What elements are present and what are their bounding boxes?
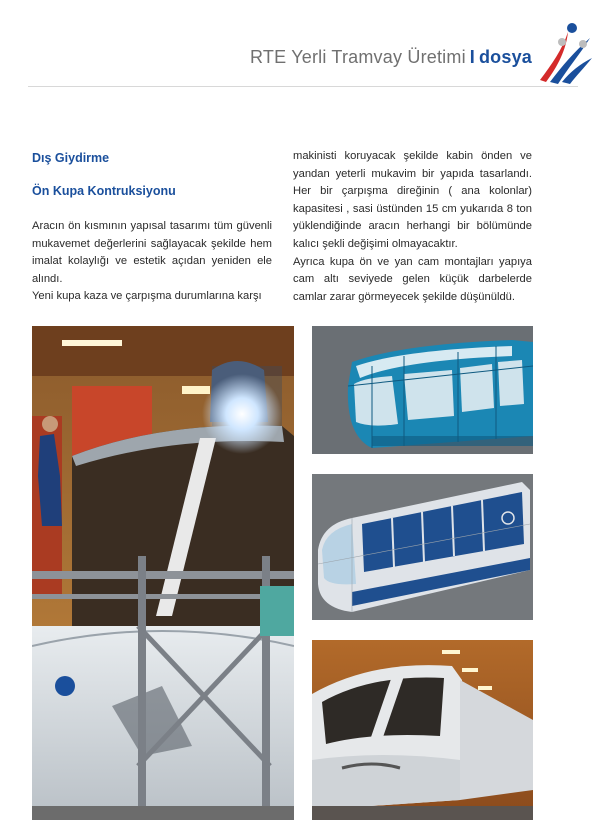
tram-front-cad-wireframe bbox=[312, 326, 533, 454]
text-column-right bbox=[293, 148, 532, 306]
paragraph: Yeni kupa kaza ve çarpışma durumlarına karşı bbox=[32, 290, 262, 303]
page-header bbox=[0, 0, 600, 90]
header-title-text: RTE Yerli Tramvay Üretimi bbox=[250, 47, 466, 67]
paragraph: makinisti koruyacak şekilde kabin önden ve yandan yeterli mukavim bir yapıda tasarlandı. Her bir çarpışma direğinin ( ana kolonlar) kapasitesi , sasi üstünden 15 cm yukarıda 8 ton yüklendiğinde aracın herhangi bir bölümünde kalıcı şekli değişimi olmayacaktır. bbox=[293, 150, 532, 250]
paragraph: Aracın ön kısmının yapısal tasarımı tüm güvenli mukavemet değerlerini sağlayacak şekilde hem imalat kolaylığı ve estetik açıdan yeniden ele alındı. bbox=[32, 220, 272, 285]
workshop-welding-tram-front-photo bbox=[32, 326, 294, 820]
header-separator: I bbox=[469, 47, 475, 67]
tram-full-cad-render bbox=[312, 474, 533, 620]
header-section: dosya bbox=[478, 47, 532, 67]
tram-front-assembly-photo bbox=[312, 640, 533, 820]
header-divider bbox=[28, 86, 578, 87]
paragraph: Ayrıca kupa ön ve yan cam montajları yapıya cam altı seviyede gelen küçük darbelerde camlar zarar görmeyecek şekilde düşünüldü. bbox=[293, 255, 532, 303]
rte-figures-logo-icon bbox=[532, 20, 594, 86]
header-title bbox=[250, 47, 532, 68]
section-subheading: Ön Kupa Kontruksiyonu bbox=[32, 184, 176, 198]
section-heading: Dış Giydirme bbox=[32, 151, 110, 165]
text-column-left bbox=[32, 218, 272, 306]
